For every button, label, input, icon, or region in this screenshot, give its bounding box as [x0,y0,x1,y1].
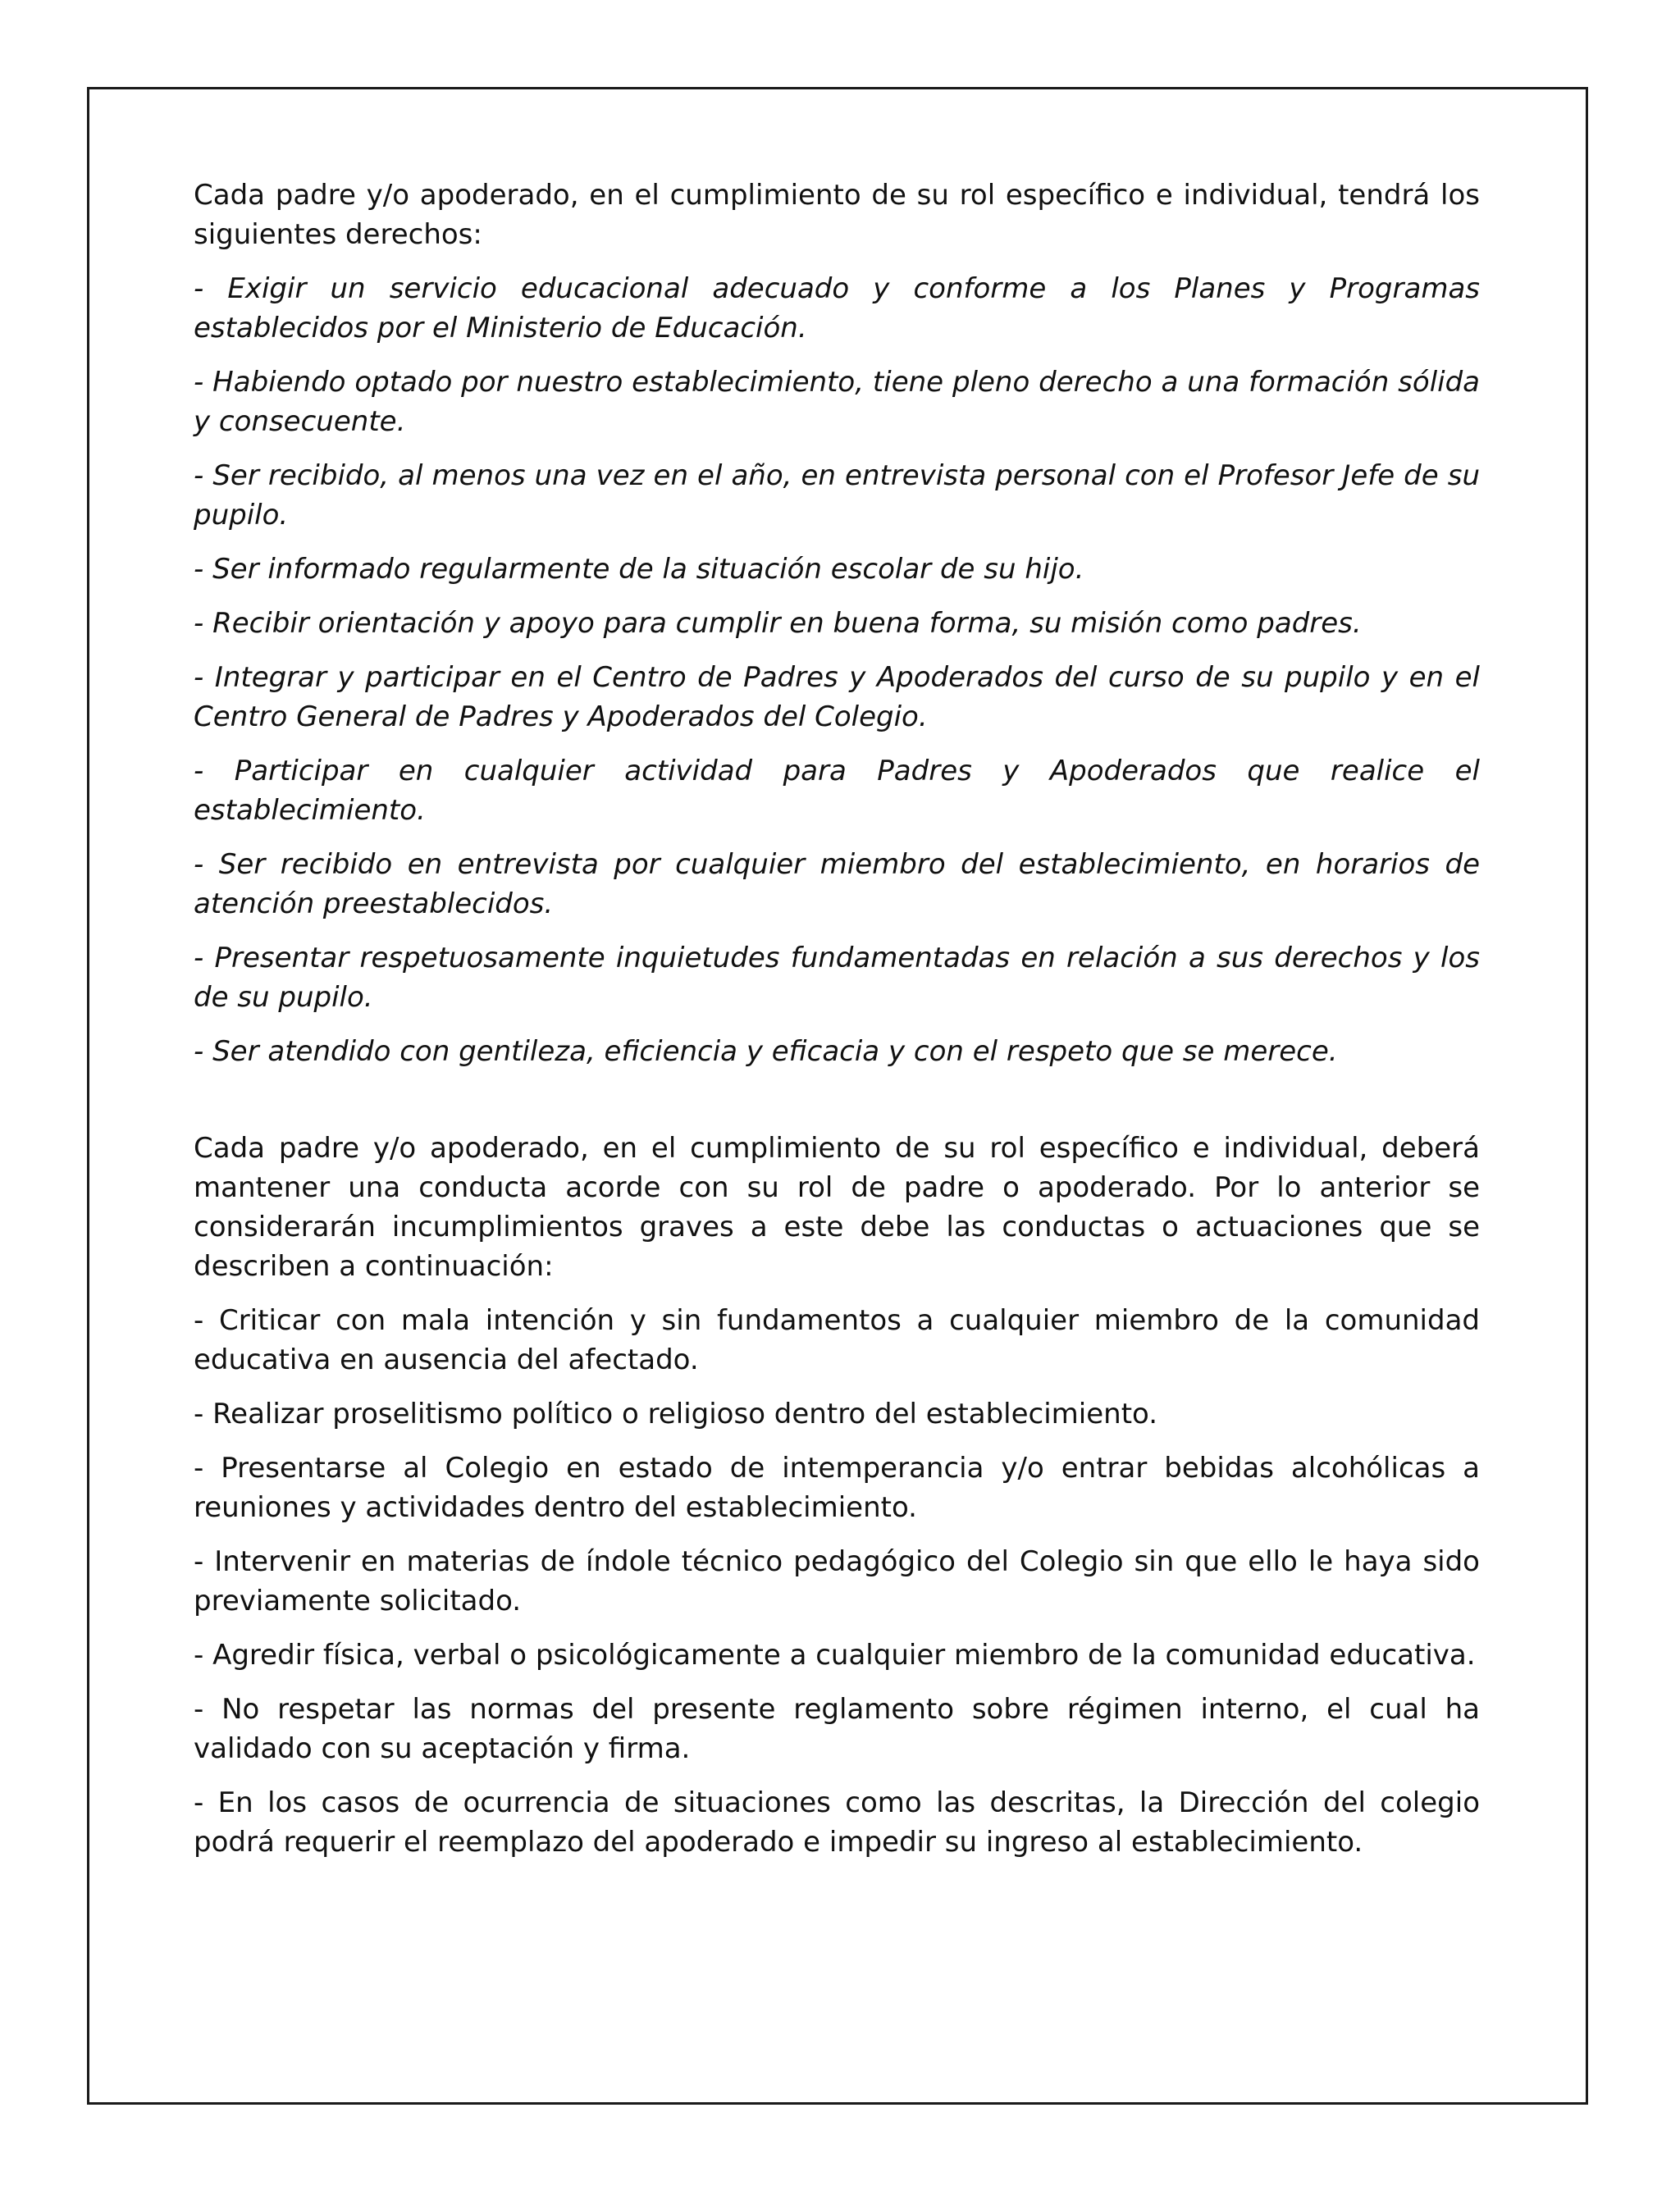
document-body [194,176,1480,1877]
rights-item: - Integrar y participar en el Centro de Padres y Apoderados del curso de su pupilo y en el Centro General de Padres y Apoderados del Colegio. [194,661,1480,733]
duties-item: - No respetar las normas del presente reglamento sobre régimen interno, el cual ha validado con su aceptación y firma. [194,1693,1480,1765]
rights-intro: Cada padre y/o apoderado, en el cumplimiento de su rol específico e individual, tendrá los siguientes derechos: [194,179,1480,251]
duties-intro: Cada padre y/o apoderado, en el cumplimiento de su rol específico e individual, deberá mantener una conducta acorde con su rol de padre o apoderado. Por lo anterior se considerarán incumplimientos graves a este debe las conductas o actuaciones que se describen a continuación: [194,1132,1480,1283]
rights-item: - Habiendo optado por nuestro establecimiento, tiene pleno derecho a una formación sólida y consecuente. [194,366,1480,438]
rights-item: - Recibir orientación y apoyo para cumplir en buena forma, su misión como padres. [194,607,1362,640]
duties-item: - Agredir física, verbal o psicológicamente a cualquier miembro de la comunidad educativa. [194,1639,1476,1672]
rights-item: - Presentar respetuosamente inquietudes fundamentadas en relación a sus derechos y los de su pupilo. [194,942,1480,1014]
duties-section [194,1129,1480,1862]
rights-item: - Participar en cualquier actividad para Padres y Apoderados que realice el establecimiento. [194,755,1480,827]
rights-item: - Ser atendido con gentileza, eficiencia y eficacia y con el respeto que se merece. [194,1035,1338,1068]
section-spacer [194,1086,1480,1129]
duties-item: - Intervenir en materias de índole técnico pedagógico del Colegio sin que ello le haya sido previamente solicitado. [194,1545,1480,1617]
rights-item: - Ser informado regularmente de la situación escolar de su hijo. [194,553,1084,586]
rights-item: - Ser recibido en entrevista por cualquier miembro del establecimiento, en horarios de atención preestablecidos. [194,848,1480,920]
rights-item: - Exigir un servicio educacional adecuado y conforme a los Planes y Programas establecidos por el Ministerio de Educación. [194,272,1480,344]
duties-item: - En los casos de ocurrencia de situaciones como las descritas, la Dirección del colegio podrá requerir el reemplazo del apoderado e impedir su ingreso al establecimiento. [194,1786,1480,1859]
duties-item: - Criticar con mala intención y sin fundamentos a cualquier miembro de la comunidad educativa en ausencia del afectado. [194,1304,1480,1376]
duties-item: - Realizar proselitismo político o religioso dentro del establecimiento. [194,1398,1158,1430]
duties-item: - Presentarse al Colegio en estado de intemperancia y/o entrar bebidas alcohólicas a reuniones y actividades dentro del establecimiento. [194,1452,1480,1524]
rights-item: - Ser recibido, al menos una vez en el año, en entrevista personal con el Profesor Jefe de su pupilo. [194,459,1480,532]
rights-section [194,176,1480,1071]
